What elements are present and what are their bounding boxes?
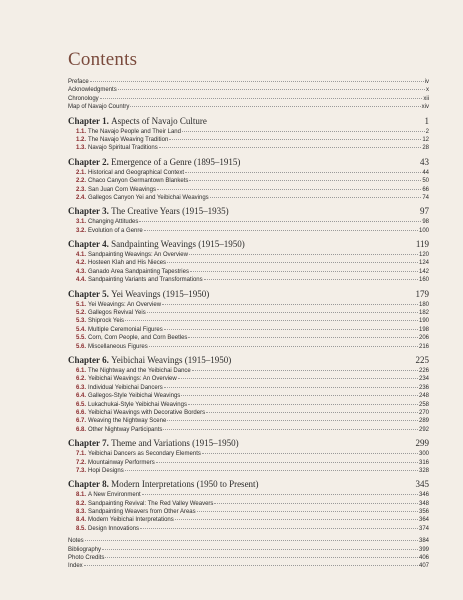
page-number: 12 — [422, 136, 429, 143]
section-number: 5.3. — [76, 318, 87, 325]
chapter-title: Aspects of Navajo Culture — [111, 115, 207, 126]
page-number: 346 — [418, 492, 429, 499]
section-entry[interactable] — [68, 392, 429, 400]
section-entry[interactable] — [68, 251, 429, 259]
section-entry[interactable] — [68, 401, 429, 409]
section-entry[interactable] — [68, 343, 429, 351]
section-number: 1.3. — [76, 145, 87, 152]
entry-label: Weaving the Nightway Scene — [88, 418, 167, 425]
chapter-number: Chapter 1. — [68, 115, 109, 126]
section-number: 8.3. — [76, 509, 87, 516]
page-number: 180 — [418, 301, 429, 308]
section-entry[interactable] — [68, 268, 429, 276]
section-number: 3.1. — [76, 219, 87, 226]
dot-leader — [204, 279, 418, 280]
dot-leader — [163, 429, 418, 430]
page-number: 100 — [418, 227, 429, 234]
entry-label: Acknowledgments — [68, 87, 117, 94]
chapter-heading[interactable] — [68, 239, 429, 250]
dot-leader — [178, 378, 418, 379]
matter-entry[interactable] — [68, 537, 429, 545]
chapter-number: Chapter 3. — [68, 206, 109, 217]
chapter-heading[interactable] — [68, 479, 429, 490]
dot-leader — [125, 470, 418, 471]
entry-label: Map of Navajo Country — [68, 104, 130, 111]
page-number: 348 — [418, 500, 429, 507]
page-number: 328 — [418, 467, 429, 474]
entry-label: Sandpainting Revival: The Red Valley Weavers — [88, 500, 214, 507]
section-entry[interactable] — [68, 259, 429, 267]
dot-leader — [139, 221, 421, 222]
entry-label: A New Environment — [88, 492, 141, 499]
page-number: 120 — [418, 252, 429, 259]
dot-leader — [202, 453, 418, 454]
section-number: 6.2. — [76, 376, 87, 383]
page-number: 364 — [418, 517, 429, 524]
dot-leader — [214, 503, 418, 504]
page-number: 292 — [418, 426, 429, 433]
page-number: 356 — [418, 509, 429, 516]
section-number: 1.2. — [76, 136, 87, 143]
section-entry[interactable] — [68, 317, 429, 325]
section-entry[interactable] — [68, 301, 429, 309]
dot-leader — [181, 395, 418, 396]
section-entry[interactable] — [68, 128, 429, 136]
dot-leader — [210, 197, 422, 198]
entry-label: Sandpainting Weavers from Other Areas — [88, 509, 196, 516]
dot-leader — [105, 557, 418, 558]
section-entry[interactable] — [68, 508, 429, 516]
dot-leader — [102, 549, 418, 550]
dot-leader — [144, 230, 418, 231]
section-number: 6.1. — [76, 367, 87, 374]
page-number: 406 — [418, 555, 429, 562]
chapter-number: Chapter 5. — [68, 288, 109, 299]
page-number: 66 — [422, 186, 429, 193]
section-number: 5.6. — [76, 343, 87, 350]
page-number: 98 — [422, 219, 429, 226]
dot-leader — [140, 528, 418, 529]
page-number: 206 — [418, 335, 429, 342]
section-entry[interactable] — [68, 309, 429, 317]
entry-label: Bibliography — [68, 546, 102, 553]
page-number: 160 — [418, 277, 429, 284]
dot-leader — [100, 98, 423, 99]
section-number: 5.4. — [76, 326, 87, 333]
entry-label: Hosteen Klah and His Nieces — [88, 260, 167, 267]
entry-label: Photo Credits — [68, 555, 105, 562]
entry-label: Sandpainting Variants and Transformations — [88, 277, 203, 284]
page-number: 28 — [422, 145, 429, 152]
chapter-title: Yeibichai Weavings (1915–1950) — [111, 354, 232, 365]
section-number: 6.8. — [76, 426, 87, 433]
section-number: 5.5. — [76, 335, 87, 342]
page-number: x — [426, 87, 429, 94]
chapter-title: Emergence of a Genre (1895–1915) — [111, 156, 241, 167]
dot-leader — [164, 387, 418, 388]
page-number: xiv — [421, 104, 429, 111]
entry-label: Yeibichai Weavings: An Overview — [88, 376, 177, 383]
section-number: 5.1. — [76, 301, 87, 308]
section-number: 2.1. — [76, 169, 87, 176]
section-number: 7.1. — [76, 451, 87, 458]
entry-label: Chronology — [68, 95, 99, 102]
section-entry[interactable] — [68, 491, 429, 499]
chapter-number: Chapter 2. — [68, 156, 109, 167]
entry-label: Gallegos Canyon Yei and Yeibichai Weavings — [88, 194, 209, 201]
page-number: 289 — [418, 418, 429, 425]
page-number: 248 — [418, 393, 429, 400]
dot-leader — [182, 131, 425, 132]
page-number: 124 — [418, 260, 429, 267]
section-entry[interactable] — [68, 467, 429, 475]
section-number: 2.2. — [76, 178, 87, 185]
chapter-title: Sandpainting Weavings (1915–1950) — [111, 239, 245, 250]
section-number: 2.4. — [76, 194, 87, 201]
matter-entry[interactable] — [68, 78, 429, 86]
section-entry[interactable] — [68, 186, 429, 194]
entry-label: Hopi Designs — [88, 467, 124, 474]
section-entry[interactable] — [68, 194, 429, 202]
page-number: 190 — [418, 318, 429, 325]
entry-label: Mountainway Performers — [88, 459, 155, 466]
chapter-heading[interactable] — [68, 355, 429, 366]
entry-label: Shiprock Yeis — [88, 318, 125, 325]
page-number: 2 — [425, 128, 429, 135]
dot-leader — [167, 420, 418, 421]
chapter-heading[interactable] — [68, 157, 429, 168]
section-number: 4.1. — [76, 252, 87, 259]
page-number: 399 — [418, 546, 429, 553]
page-number: xii — [423, 95, 429, 102]
page-number: 234 — [418, 376, 429, 383]
entry-label: Evolution of a Genre — [88, 227, 143, 234]
dot-leader — [162, 304, 418, 305]
section-number: 1.1. — [76, 128, 87, 135]
entry-label: Index — [68, 563, 83, 570]
entry-label: Design Innovations — [88, 525, 140, 532]
chapter-page-number: 97 — [420, 206, 429, 217]
chapter-title: The Creative Years (1915–1935) — [111, 206, 229, 217]
dot-leader — [175, 519, 418, 520]
section-number: 6.5. — [76, 401, 87, 408]
chapter-page-number: 299 — [415, 438, 429, 449]
section-number: 8.4. — [76, 517, 87, 524]
chapter-number: Chapter 8. — [68, 479, 109, 490]
chapter-page-number: 119 — [415, 239, 429, 250]
chapter-heading[interactable] — [68, 289, 429, 300]
entry-label: Notes — [68, 538, 84, 545]
section-entry[interactable] — [68, 417, 429, 425]
dot-leader — [157, 189, 421, 190]
dot-leader — [159, 147, 422, 148]
dot-leader — [84, 565, 418, 566]
chapter-number: Chapter 6. — [68, 354, 109, 365]
dot-leader — [189, 254, 418, 255]
chapter-heading[interactable] — [68, 438, 429, 449]
dot-leader — [188, 337, 418, 338]
section-entry[interactable] — [68, 136, 429, 144]
section-entry[interactable] — [68, 367, 429, 375]
entry-label: The Navajo Weaving Tradition — [88, 136, 169, 143]
entry-label: Preface — [68, 79, 89, 85]
chapter-number: Chapter 4. — [68, 239, 109, 250]
matter-entry[interactable] — [68, 554, 429, 562]
page-number: 316 — [418, 459, 429, 466]
section-number: 8.5. — [76, 525, 87, 532]
matter-entry[interactable] — [68, 103, 429, 111]
entry-label: Gallegos Revival Yeis — [88, 310, 146, 317]
dot-leader — [156, 462, 418, 463]
entry-label: Chaco Canyon Germantown Blankets — [88, 178, 189, 185]
entry-label: Yeibichai Dancers as Secondary Elements — [88, 451, 201, 458]
page-number: 407 — [418, 563, 429, 570]
chapter-page-number: 179 — [415, 288, 429, 299]
section-entry[interactable] — [68, 218, 429, 226]
dot-leader — [192, 370, 418, 371]
chapter-title: Yei Weavings (1915–1950) — [111, 288, 210, 299]
dot-leader — [197, 511, 418, 512]
chapter-page-number: 1 — [424, 115, 429, 126]
section-entry[interactable] — [68, 409, 429, 417]
section-number: 8.1. — [76, 492, 87, 499]
section-number: 3.2. — [76, 227, 87, 234]
section-number: 7.2. — [76, 459, 87, 466]
section-entry[interactable] — [68, 450, 429, 458]
dot-leader — [130, 106, 420, 107]
page-number: 74 — [422, 194, 429, 201]
entry-label: Modern Yeibichai Interpretations — [88, 517, 174, 524]
page-number: 216 — [418, 343, 429, 350]
entry-label: The Nightway and the Yeibichai Dance — [88, 367, 191, 374]
entry-label: Yeibichai Weavings with Decorative Borders — [88, 409, 206, 416]
page-number: 198 — [418, 326, 429, 333]
section-entry[interactable] — [68, 177, 429, 185]
page-number: 270 — [418, 409, 429, 416]
table-of-contents — [68, 78, 429, 571]
dot-leader — [164, 329, 418, 330]
entry-label: Multiple Ceremonial Figures — [88, 326, 163, 333]
chapter-page-number: 345 — [415, 479, 429, 490]
entry-label: Sandpainting Weavings: An Overview — [88, 252, 188, 259]
section-number: 6.3. — [76, 384, 87, 391]
dot-leader — [142, 494, 418, 495]
entry-label: Individual Yeibichai Dancers — [88, 384, 163, 391]
page-number: 44 — [422, 169, 429, 176]
page-number: 50 — [422, 178, 429, 185]
section-entry[interactable] — [68, 144, 429, 152]
dot-leader — [85, 540, 418, 541]
dot-leader — [90, 81, 424, 82]
entry-label: Gallegos-Style Yeibichai Weavings — [88, 393, 181, 400]
section-entry[interactable] — [68, 326, 429, 334]
section-entry[interactable] — [68, 500, 429, 508]
dot-leader — [185, 172, 421, 173]
dot-leader — [188, 404, 418, 405]
chapter-title: Theme and Variations (1915–1950) — [111, 438, 239, 449]
section-entry[interactable] — [68, 459, 429, 467]
section-number: 7.3. — [76, 467, 87, 474]
section-number: 5.2. — [76, 310, 87, 317]
page-number: 182 — [418, 310, 429, 317]
section-entry[interactable] — [68, 227, 429, 235]
section-number: 6.4. — [76, 393, 87, 400]
chapter-number: Chapter 7. — [68, 438, 109, 449]
entry-label: Changing Attitudes — [88, 219, 139, 226]
section-entry[interactable] — [68, 384, 429, 392]
section-number: 4.3. — [76, 268, 87, 275]
dot-leader — [167, 262, 418, 263]
section-entry[interactable] — [68, 426, 429, 434]
dot-leader — [149, 346, 418, 347]
section-entry[interactable] — [68, 334, 429, 342]
section-entry[interactable] — [68, 375, 429, 383]
page-number: 374 — [418, 525, 429, 532]
section-entry[interactable] — [68, 525, 429, 533]
page-number: iv — [424, 79, 429, 85]
chapter-heading[interactable] — [68, 116, 429, 127]
page-number: 300 — [418, 451, 429, 458]
dot-leader — [125, 320, 418, 321]
page-number: 384 — [418, 538, 429, 545]
matter-entry[interactable] — [68, 95, 429, 103]
page-number: 236 — [418, 384, 429, 391]
entry-label: Corn, Corn People, and Corn Beetles — [88, 335, 188, 342]
section-number: 8.2. — [76, 500, 87, 507]
section-number: 2.3. — [76, 186, 87, 193]
chapter-page-number: 43 — [420, 156, 429, 167]
entry-label: Historical and Geographical Context — [88, 169, 185, 176]
section-number: 4.2. — [76, 260, 87, 267]
chapter-title: Modern Interpretations (1950 to Present) — [111, 479, 259, 490]
section-number: 6.6. — [76, 409, 87, 416]
matter-entry[interactable] — [68, 562, 429, 570]
page-number: 258 — [418, 401, 429, 408]
entry-label: The Navajo People and Their Land — [88, 128, 181, 135]
entry-label: Other Nightway Participants — [88, 426, 163, 433]
section-entry[interactable] — [68, 516, 429, 524]
section-number: 6.7. — [76, 418, 87, 425]
dot-leader — [206, 412, 418, 413]
chapter-page-number: 225 — [415, 354, 429, 365]
entry-label: Lukachukai-Style Yeibichai Weavings — [88, 401, 187, 408]
page-title: Contents — [68, 49, 138, 70]
dot-leader — [169, 139, 421, 140]
dot-leader — [189, 180, 421, 181]
dot-leader — [147, 312, 418, 313]
section-entry[interactable] — [68, 169, 429, 177]
page-number: 142 — [418, 268, 429, 275]
chapter-heading[interactable] — [68, 206, 429, 217]
entry-label: Ganado Area Sandpainting Tapestries — [88, 268, 189, 275]
dot-leader — [118, 89, 425, 90]
entry-label: San Juan Corn Weavings — [88, 186, 156, 193]
entry-label: Miscellaneous Figures — [88, 343, 148, 350]
page-number: 226 — [418, 367, 429, 374]
entry-label: Yei Weavings: An Overview — [88, 301, 162, 308]
matter-entry[interactable] — [68, 546, 429, 554]
dot-leader — [190, 271, 418, 272]
matter-entry[interactable] — [68, 86, 429, 94]
entry-label: Navajo Spiritual Traditions — [88, 145, 158, 152]
section-number: 4.4. — [76, 277, 87, 284]
section-entry[interactable] — [68, 276, 429, 284]
